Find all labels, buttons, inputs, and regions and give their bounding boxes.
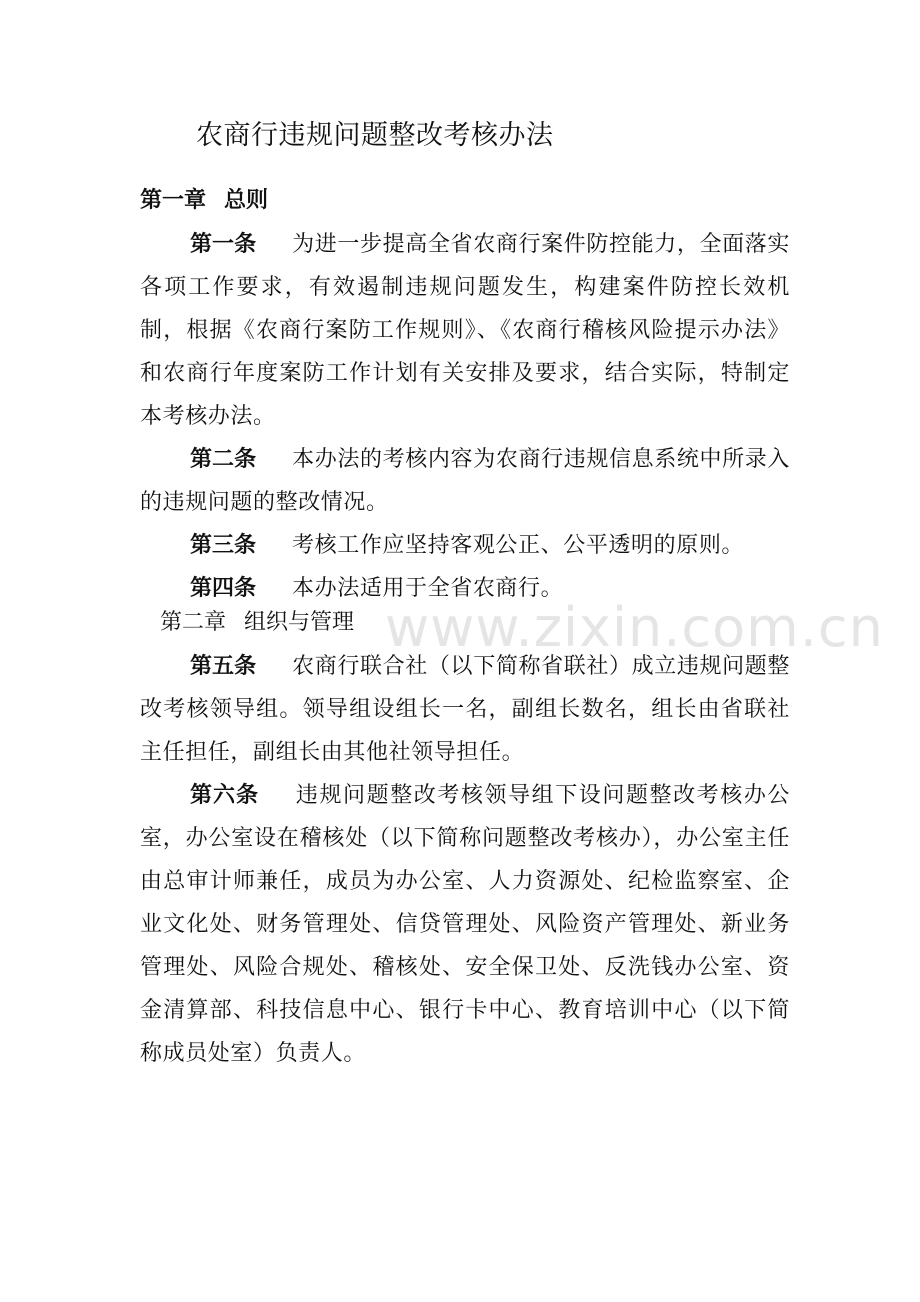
article-5: [140, 645, 790, 774]
watermark: www.zixin.com.cn: [385, 596, 884, 659]
chapter-heading-1: [140, 184, 268, 218]
article-label: 第四条: [190, 576, 257, 601]
article-label: 第三条: [190, 533, 257, 558]
document-title: 农商行违规问题整改考核办法: [196, 120, 554, 151]
article-text: 为进一步提高全省农商行案件防控能力，全面落实各项工作要求，有效遏制违规问题发生，构建案件防控长效机制，根据《农商行案防工作规则》、《农商行稽核风险提示办法》和农商行年度案防工作计划有关安排及要求，结合实际，特制定本考核办法。: [140, 232, 790, 429]
article-3: [140, 524, 790, 567]
article-text: 农商行联合社（以下简称省联社）成立违规问题整改考核领导组。领导组设组长一名，副组长数名，组长由省联社主任担任，副组长由其他社领导担任。: [140, 654, 790, 765]
chapter-heading-2: [160, 606, 354, 640]
article-label: 第一条: [190, 232, 257, 257]
chapter-name: 总则: [224, 188, 269, 213]
chapter-number: 第二章: [160, 610, 227, 635]
article-label: 第二条: [190, 447, 257, 472]
chapter-name: 组织与管理: [244, 610, 355, 635]
article-label: 第六条: [190, 783, 259, 808]
article-text: 本办法的考核内容为农商行违规信息系统中所录入的违规问题的整改情况。: [140, 447, 790, 515]
article-text: 本办法适用于全省农商行。: [292, 576, 564, 601]
article-1: [140, 223, 790, 438]
article-4: [140, 567, 790, 610]
article-text: 违规问题整改考核领导组下设问题整改考核办公室，办公室设在稽核处（以下简称问题整改考核办），办公室主任由总审计师兼任，成员为办公室、人力资源处、纪检监察室、企业文化处、财务管理处、信贷管理处、风险资产管理处、新业务管理处、风险合规处、稽核处、安全保卫处、反洗钱办公室、资金清算部、科技信息中心、银行卡中心、教育培训中心（以下简称成员处室）负责人。: [140, 783, 790, 1066]
article-text: 考核工作应坚持客观公正、公平透明的原则。: [292, 533, 745, 558]
article-label: 第五条: [190, 654, 257, 679]
chapter-number: 第一章: [140, 188, 207, 213]
article-2: [140, 438, 790, 524]
article-6: [140, 774, 790, 1075]
